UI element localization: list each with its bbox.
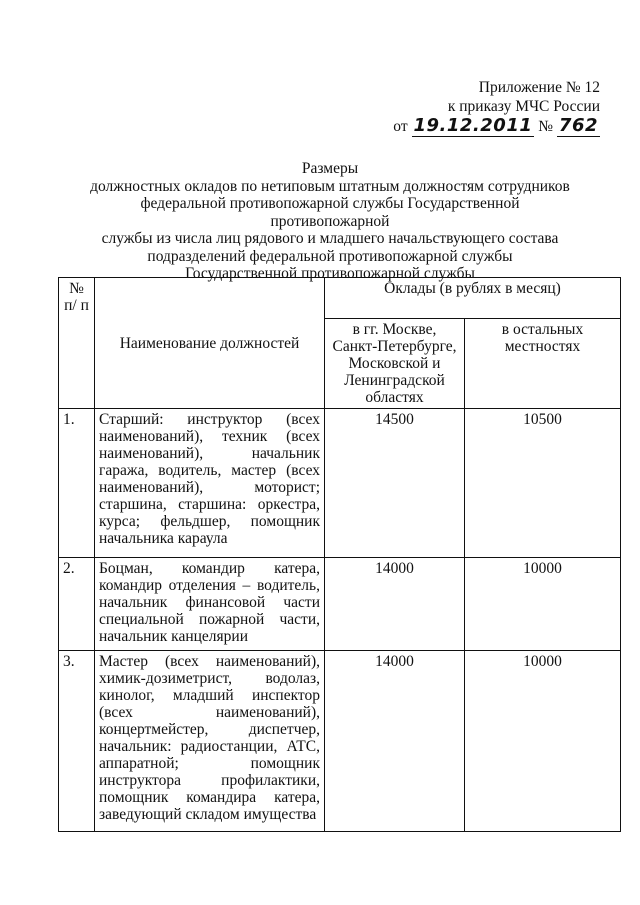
row-positions: Старший: инструктор (всех наименований), техник (всех наименований), начальник гаража, водитель, мастер (всех наименований), моторист; старшина, старшина: оркестра, курса; фельдшер, помощник начальника караула <box>95 409 325 558</box>
title-heading: Размеры <box>301 160 359 177</box>
row-salary-other: 10500 <box>465 409 621 558</box>
row-number: 2. <box>59 558 95 651</box>
title-line: федеральной противопожарной службы Государственной противопожарной <box>140 195 520 230</box>
table-row <box>59 558 621 651</box>
title-line: подразделений федеральной противопожарной службы <box>147 247 513 265</box>
salary-table <box>58 277 621 832</box>
table-row <box>59 409 621 558</box>
number-label: № <box>538 118 554 135</box>
from-label: от <box>393 118 408 135</box>
row-salary-other: 10000 <box>465 558 621 651</box>
order-number: 762 <box>558 115 598 136</box>
title-line: должностных окладов по нетиповым штатным должностям сотрудников <box>90 177 570 195</box>
row-positions: Боцман, командир катера, командир отделения – водитель, начальник финансовой части специальной пожарной части, начальник канцелярии <box>95 558 325 651</box>
appendix-block <box>370 78 600 136</box>
title-line: Государственной противопожарной службы <box>185 265 475 282</box>
row-number: 3. <box>59 651 95 832</box>
header-number: № п/ п <box>59 278 95 409</box>
row-salary-moscow: 14000 <box>325 651 465 832</box>
row-positions: Мастер (всех наименований), химик-дозиметрист, водолаз, кинолог, младший инспектор (всех наименований), концертмейстер, диспетчер, начальник: радиостанции, АТС, аппаратной; помощник инструктора профилактики, помощник командира катера, заведующий складом имущества <box>95 651 325 832</box>
document-title <box>90 160 570 283</box>
table-row <box>59 651 621 832</box>
row-number: 1. <box>59 409 95 558</box>
appendix-date-line <box>370 116 600 136</box>
row-salary-other: 10000 <box>465 651 621 832</box>
row-salary-moscow: 14000 <box>325 558 465 651</box>
appendix-number: Приложение № 12 <box>478 79 600 96</box>
header-position-name: Наименование должностей <box>95 278 325 409</box>
header-moscow: в гг. Москве, Санкт-Петербурге, Московской и Ленинградской областях <box>325 319 465 409</box>
header-salaries: Оклады (в рублях в месяц) <box>325 278 621 319</box>
row-salary-moscow: 14500 <box>325 409 465 558</box>
title-line: службы из числа лиц рядового и младшего начальствующего состава <box>101 230 559 247</box>
order-date: 19.12.2011 <box>413 115 533 136</box>
appendix-order-ref: к приказу МЧС России <box>447 98 600 115</box>
header-other-areas: в остальных местностях <box>465 319 621 409</box>
